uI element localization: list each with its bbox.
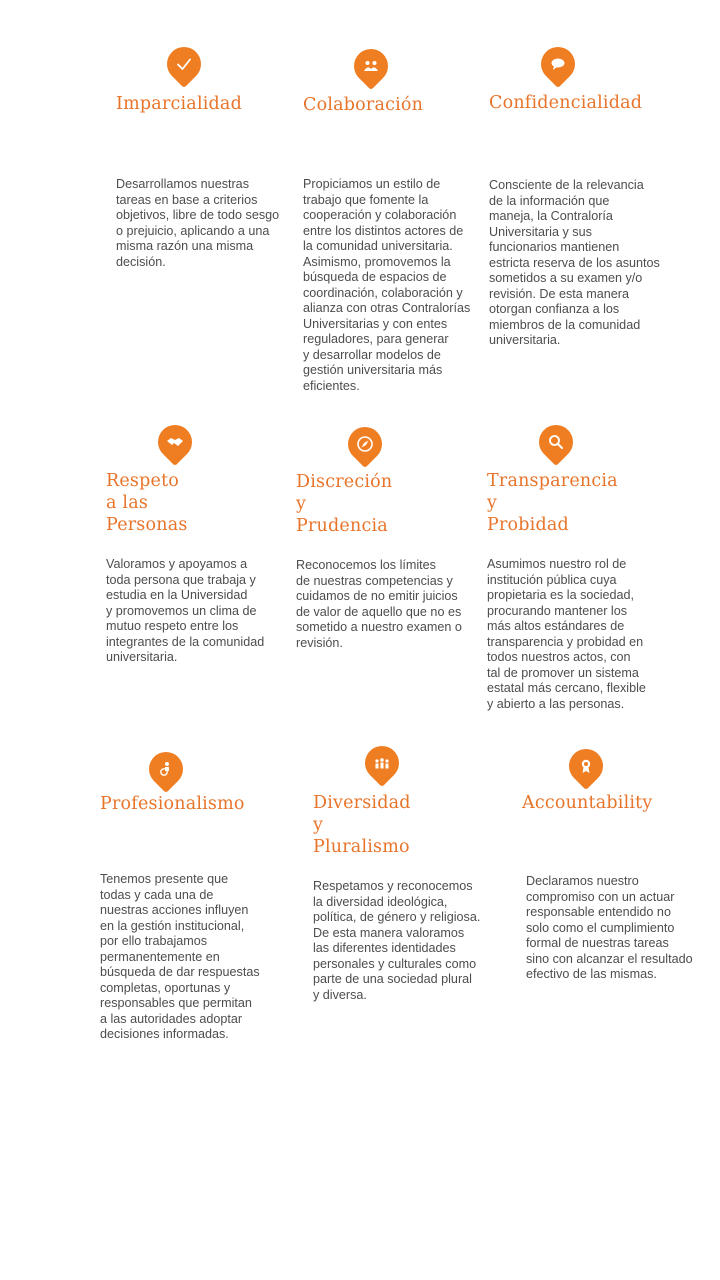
value-title: Imparcialidad <box>116 94 242 114</box>
value-description: Valoramos y apoyamos a toda persona que trabaja y estudia en la Universidad y promovemos un clima de mutuo respeto entre los integrantes de la comunidad universitaria. <box>106 557 265 664</box>
value-title: Diversidad y Pluralismo <box>313 793 411 857</box>
value-description: Asumimos nuestro rol de institución pública cuya propietaria es la sociedad, procurando mantener los más altos estándares de transparencia y probidad en todos nuestros actos, con tal de promover un sistema estatal más cercano, flexible y abierto a las personas. <box>487 557 646 711</box>
value-title: Confidencialidad <box>489 93 643 113</box>
value-title: Discreción y Prudencia <box>296 472 393 536</box>
value-description: Respetamos y reconocemos la diversidad ideológica, política, de género y religiosa. De esta manera valoramos las diferentes identidades personales y culturales como parte de una sociedad plural y diversa. <box>313 879 481 1002</box>
people-icon <box>347 42 395 90</box>
handshake-icon <box>151 418 199 466</box>
value-description: Tenemos presente que todas y cada una de nuestras acciones influyen en la gestión institucional, por ello trabajamos permanentemente en búsqueda de dar respuestas completas, oportunas y responsables que permitan a las autoridades adoptar decisiones informadas. <box>100 872 260 1041</box>
group-icon <box>358 739 406 787</box>
value-description: Consciente de la relevancia de la información que maneja, la Contraloría Universitaria y sus funcionarios mantienen estricta reserva de los asuntos sometidos a su examen y/o revisión. De esta manera otorgan confianza a los miembros de la comunidad universitaria. <box>489 178 660 347</box>
value-description: Desarrollamos nuestras tareas en base a criterios objetivos, libre de todo sesgo o prejuicio, aplicando a una misma razón una misma decisión. <box>116 177 280 269</box>
checkmark-icon <box>160 40 208 88</box>
value-title: Profesionalismo <box>100 794 245 814</box>
value-title: Respeto a las Personas <box>106 471 188 535</box>
magnifier-icon <box>532 418 580 466</box>
value-description: Declaramos nuestro compromiso con un actuar responsable entendido no solo como el cumplimiento formal de nuestras tareas sino con alcanzar el resultado efectivo de las mismas. <box>526 874 693 981</box>
value-title: Accountability <box>522 793 653 813</box>
value-title: Transparencia y Probidad <box>487 471 618 535</box>
compass-icon <box>341 420 389 468</box>
value-description: Reconocemos los límites de nuestras competencias y cuidamos de no emitir juicios de valor de aquello que no es sometido a nuestro examen o revisión. <box>296 558 462 650</box>
value-title: Colaboración <box>303 95 424 115</box>
person-gear-icon <box>142 745 190 793</box>
value-description: Propiciamos un estilo de trabajo que fomente la cooperación y colaboración entre los distintos actores de la comunidad universitaria. Asimismo, promovemos la búsqueda de espacios de coordinación, colaboración y alianza con otras Contralorías Universitarias y con entes reguladores, para generar y desarrollar modelos de gestión universitaria más eficientes. <box>303 177 471 393</box>
speech-bubble-icon <box>534 40 582 88</box>
award-ribbon-icon <box>562 742 610 790</box>
